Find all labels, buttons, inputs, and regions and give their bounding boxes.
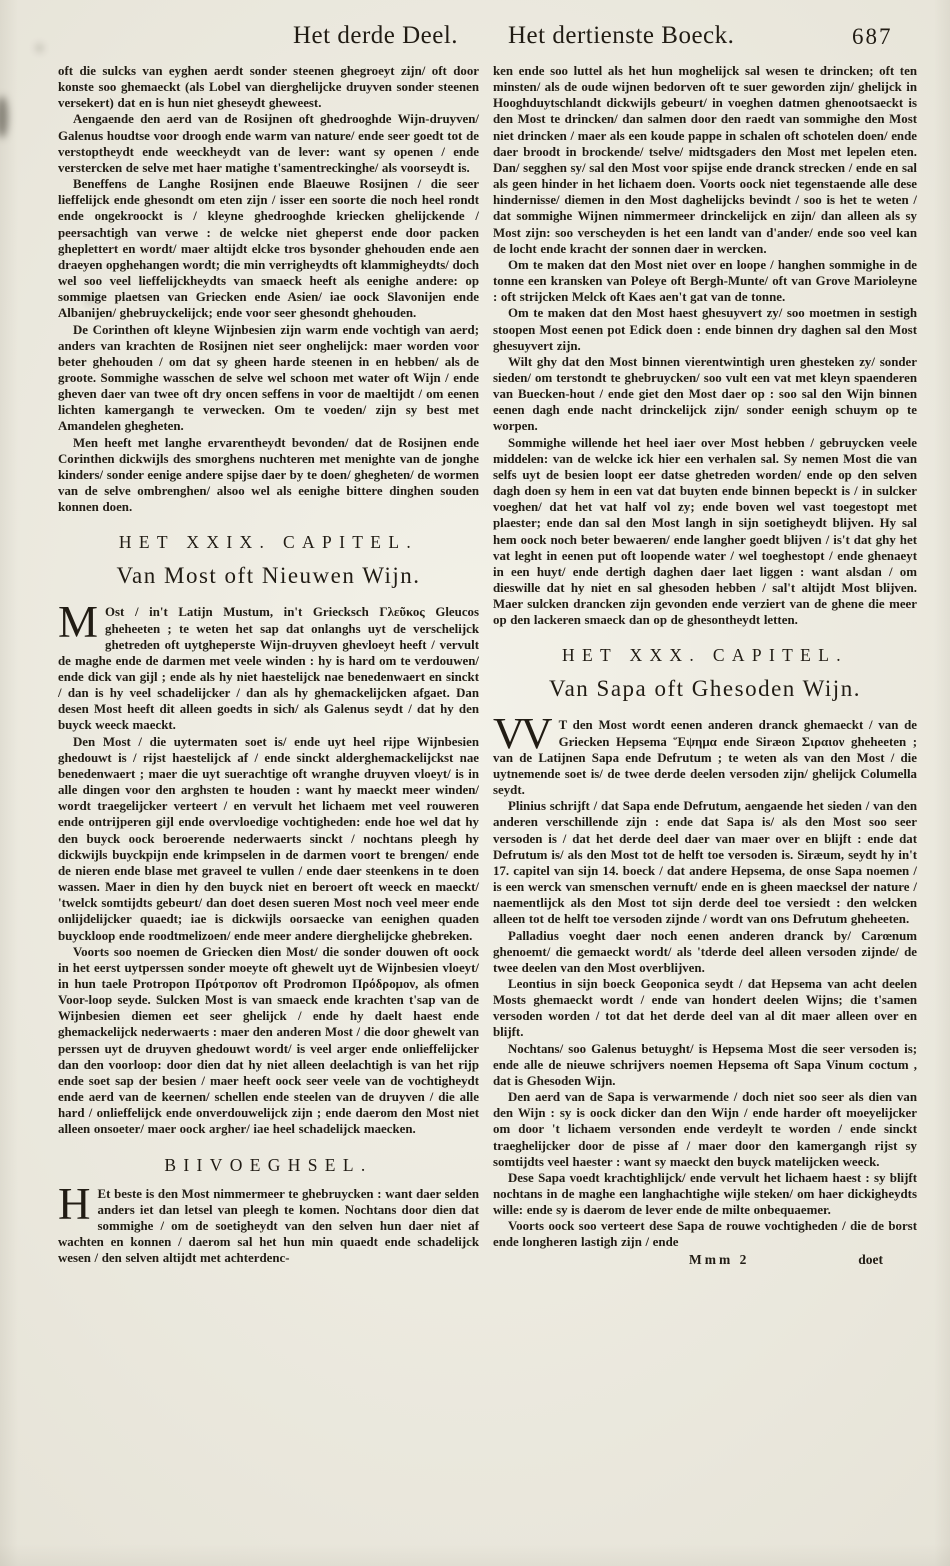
paragraph: Aengaende den aerd van de Rosijnen oft ghedrooghde Wijn-druyven/ Galenus houdtse voor droogh ende warm van nature/ ende seer goedt tot de verstoptheydt ende weeckheydt van de lever: want sy openen / ende verstercken de selve met haer matighe t'samentreckinghe/ als voorseydt is. bbox=[58, 112, 479, 175]
paragraph: De Corinthen oft kleyne Wijnbesien zijn warm ende vochtigh van aerd; anders van krachten de Rosijnen niet seer onghelijck: maer worden voor beter ghehouden / om dat sy gheen harde steenen in en hebben/ als de groote. Sommighe wasschen de selve wel schoon met water oft Wijn / ende gheven daer van twee oft dry oncen seffens in voor de maeltijdt / om eenen lichten kamergangh te verwecken. Om te voeden/ zijn sy best met Amandelen ghegheten. bbox=[58, 322, 479, 434]
chapter-heading-xxix: HET XXIX. CAPITEL. bbox=[118, 532, 419, 553]
paragraph: Nochtans/ soo Galenus betuyght/ is Hepsema Most die seer versoden is; ende alle de nieuwe schrijvers noemen Hepsema oft Sapa Vinum coctum , dat is Ghesoden Wijn. bbox=[493, 1041, 917, 1088]
paragraph: ken ende soo luttel als het hun moghelijck sal wesen te drincken; oft ten minsten/ als de oude wijnen bedorven oft te suer geworden zijn/ ghelijck in Hooghduytschlandt dickwijls gebeurt/ in voeghen datmen ghenootsaeckt is den Most te drincken/ dan salmen door den raedt van sommighe den Most niet drincken / maer als een koude pappe in schalen oft schotelen doen/ ende daer broodt in brockende/ tselve/ midtsgaders den Most met lepelen eten. Dan/ segghen sy/ sal den Most voor spijse ende dranck strecken / ende en sal als geen hinder in het lichaem doen. Voorts oock niet tegenstaende alle dese hindernisse/ diemen in den Most daghelijcks bevindt / soo is het te weten / dat sommighe Wijnen nimmermeer drinckelijck en zijn/ dan alleen als sy Most zijn: soo verscheyden is het een landt van d'ander/ ende soo veel kan de locht ende kracht der sonnen daer in wercken. bbox=[493, 64, 917, 256]
chapter-subheading-sapa: Van Sapa oft Ghesoden Wijn. bbox=[549, 676, 861, 702]
paragraph: Voorts oock soo verteert dese Sapa de rouwe vochtigheden / die de borst ende longheren lastigh zijn / ende bbox=[493, 1219, 917, 1250]
catchword: doet bbox=[858, 1251, 883, 1267]
paragraph: Voorts soo noemen de Griecken dien Most/ die sonder douwen oft oock in het eerst uytperssen sonder moeyte oft ghewelt uyt de Wijnbesien vloeyt/ in hun taele Protropon Πρότροπον oft Prodromon Πρόδρομον, als ofmen Voor-loop seyde. Sulcken Most is van smaeck ende krachten t'sap van de Wijnbesien diemen eet seer ghelijck / ende hy daelt haest ende ghemackelijck nederwaerts : maer den anderen Most / die door ghewelt van perssen uyt de druyven ghedouwt wordt/ is veel arger ende onlieffelijcker dan den voorloop: door dien dat hy niet alleen deelachtigh is van het rijp ende soet sap der besien / maer heeft oock seer veele van de vochtigheydt ende aerd van de keernen/ schellen ende steelen van de druyven / die alle hard / onlieffelijck ende onverdouwelijck zijn ; ende daerom den Most niet alleen onsoeter/ maer oock argher/ iae heel schadelijck maecken. bbox=[58, 944, 479, 1137]
page-footer bbox=[493, 1251, 917, 1269]
signature-mark: Mmm 2 bbox=[689, 1251, 750, 1267]
paragraph: oft die sulcks van eyghen aerdt sonder steenen ghegroeyt zijn/ oft door konste soo ghemaeckt (als Lobel van dierghelijcke druyven sonder steenen versekert) dat en is hun niet gheseydt gheweest. bbox=[58, 64, 479, 111]
drop-cap: M bbox=[58, 597, 99, 648]
paragraph-text: Ost / in't Latijn Mustum, in't Griecksch Γλεῦκος Gleucos gheheeten ; te weten het sap dat onlanghs uyt de verschelijck ghetreden oft uytgheperste Wijn-druyven ghevloeyt heeft / vervult de maghe ende de darmen met veele winden : hy is hard om te verdouwen/ ende dick van gijl ; ende als hy niet haestelijck nae benedenwaert en sinckt / dan is hy veel schadelijcker / dan als hy ghemackelijcken afgaet. Dan desen Most heeft dit alleen goedts in sich/ als Galenus seydt / dat hy den buyck weeck maeckt. bbox=[58, 605, 479, 733]
paragraph: Leontius in sijn boeck Geoponica seydt / dat Hepsema van acht deelen Mosts ghemaeckt wordt / ende van hondert deelen Wijns; die t'samen versoden worden / tot dat het derde deel van al dit maer alleen over en blijft. bbox=[493, 976, 917, 1040]
paragraph: Dese Sapa voedt krachtighlijck/ ende vervult het lichaem haest : sy blijft nochtans in de maghe een langhachtighe wijle steken/ om haer dickigheydts wille: ende sy is daerom de lever ende de milte onbequaemer. bbox=[493, 1170, 917, 1218]
paragraph bbox=[58, 1178, 479, 1267]
paragraph: Wilt ghy dat den Most binnen vierentwintigh uren ghesteken zy/ sonder sieden/ om terstondt te ghebruycken/ soo vult een vat met kleyn spaenderen van Buecken-hout / ende giet den Most daer op : soo sal den Wijn binnen eenen dagh ende nacht drinckelijck zijn/ sonder eenigh schuym op te worpen. bbox=[493, 354, 917, 434]
paragraph: Sommighe willende het heel iaer over Most hebben / gebruycken veele middelen: van de welcke ick hier een verhalen sal. Sy nemen Most die van selfs uyt de besien loopt eer datse ghetreden worden/ ende op den selven dagh doen sy hem in een vat dat buyten ende binnen bepeckt is / in sulcker voeghen/ dat het vat half vol zy; ende boven wel vast toegestopt met plaester; ende dan sal den Most langh in sijn soetigheydt blijven. Hy sal hem oock noch beter bewaeren/ ende langher goedt blijven / is't dat ghy het vat leght in eenen put oft loopende water / wel toeghestopt / ende ghenaeyt in een huyt/ ende dertigh daghen daer laet liggen : want alsdan / om dieswille dat hy niet en sal ghesoden hebben / sal't altijdt Most blijven. Maer sulcken drancken zijn gevonden ende verziert van de ghene die meer op den lackeren smaeck dan op de ghesontheydt letten. bbox=[493, 435, 917, 628]
chapter-subheading-most: Van Most oft Nieuwen Wijn. bbox=[116, 563, 421, 589]
paragraph: Den aerd van de Sapa is verwarmende / doch niet soo seer als dien van den Wijn : sy is oock dicker dan den Wijn / ende harder oft moeyelijcker om door 't lichaem versonden ende verdeylt te worden / ende sinckt traeghelijcker door de pisse af / maer door den kamergangh rijst sy somtijdts veel haester : want sy maeckt den buyck matelijcken weeck. bbox=[493, 1090, 917, 1169]
paragraph: Plinius schrijft / dat Sapa ende Defrutum, aengaende het sieden / van den anderen verschillende zijn : ende dat Sapa is/ als den Most soo seer versoden is / dat het derde deel daer van maer over en blijft : ende dat Defrutum is/ als den Most tot de helft toe versoden is. Siræum, seydt hy in't 17. capitel van sijn 14. boeck / dat andere Hepsema, de onse Sapa noemen / is een werck van smenschen vernuft/ ende en is gheen maecksel der nature / naementlijck als den Most tot sijn derde deel toe versiedt : den welcken alleen tot de helft toe versoden zijnde / wordt van ons Defrutum gheheeten. bbox=[493, 799, 917, 927]
paragraph bbox=[493, 709, 917, 798]
drop-cap: VV bbox=[493, 709, 549, 759]
paragraph-text: Et beste is den Most nimmermeer te ghebruycken : want daer selden anders iet dan letsel van pleegh te komen. Nochtans door dien dat sommighe / om de soetigheydt van den selven hun daer niet af wachten en konnen / daerom sal het hun min quaedt ende schadelijck wesen / den selven altijdt met achterdenc- bbox=[58, 1186, 479, 1266]
appendix-heading-biivoeghsel: BIIVOEGHSEL. bbox=[164, 1154, 373, 1175]
header-part-title: Het derde Deel. bbox=[293, 22, 459, 49]
paragraph: Beneffens de Langhe Rosijnen ende Blaeuwe Rosijnen / die seer lieffelijck ende ghesondt om eten zijn / isser een soorte die noch heel rondt ende ongekroockt is / kleyne ghedrooghde kriecken ghelijckende / peersachtigh van verwe : de welcke niet gheperst ende door packen gheplettert en wordt/ maer altijdt elcke tros bysonder ghehouden ende aen draeyen opghehangen wordt; die min verrigheydts oft klammigheydts/ doch wel soo veel lieffelijckheydts van smaeck heeft als eenighe andere: op sommige plaetsen van Griecken ende Asien/ iae oock Slavonijen ende Albanijen/ ghebruyckelijck; ende voor seer ghesondt ghehouden. bbox=[58, 177, 479, 321]
header-book-title: Het dertienste Boeck. bbox=[508, 22, 735, 49]
paragraph: Men heeft met langhe ervarentheydt bevonden/ dat de Rosijnen ende Corinthen dickwijls des smorghens nuchteren met menighte van de jonghe kinders/ sonder eenige andere spijse daer by te doen/ ghegheten/ de wormen van de selve ombrenghen/ alsoo wel als eenighe bittere dinghen souden konnen doen. bbox=[58, 435, 479, 515]
ink-smudge bbox=[0, 96, 8, 138]
page-number: 687 bbox=[852, 24, 893, 49]
paragraph bbox=[58, 597, 479, 733]
paragraph-text: T den Most wordt eenen anderen dranck ghemaeckt / van de Griecken Hepsema Ἕψημα ende Siræon Σιραιον gheheeten ; van de Latijnen Sapa ende Defrutum ; te weten als van den Most / die uytnemende soet is/ de twee derde deelen versoden zijn/ ghelijck Columella seydt. bbox=[493, 718, 917, 798]
paragraph: Om te maken dat den Most niet over en loope / hanghen sommighe in de tonne een kransken van Poleye oft Bergh-Munte/ oft van Grove Marioleyne : oft strijcken Melck oft Kaes aen't gat van de tonne. bbox=[493, 257, 917, 305]
running-header bbox=[0, 22, 950, 58]
chapter-heading-xxx: HET XXX. CAPITEL. bbox=[561, 645, 848, 666]
paragraph: Den Most / die uytermaten soet is/ ende uyt heel rijpe Wijnbesien ghedouwt is / rijst haestelijck af / ende sinckt alderghemackelijckst nae benedenwaert ; maer die uyt suerachtige oft wranghe druyven vloeyt/ is in alle dingen voor den arghsten te houden : want hy maeckt meer winden/ wordt traegelijcker verteert / en vervult het lichaem met veel rouweren ende ontrijperen gijl ende overvloedige vochtigheden: ende hoe wel dat hy den buyck oock beroerende nederwaerts sinckt / nochtans pleegh hy dickwijls buyckpijn ende krimpselen in de darmen voort te brengen/ ende de nieren ende blase met graveel te vullen / ende daer steenkens in te doen wassen. Maer in dien hy den buyck niet en beroert oft weeck en maeckt/ 'twelck somtijdts gebeurt/ dan doet desen sueren Most noch veel meer ende onlijdelijcker quaedt; iae is dickwijls oorsaecke van eenighen quaden buyckloop ende roodtmelizoen/ ende meer andere dierghelijcke ghebreken. bbox=[58, 734, 479, 943]
left-column bbox=[58, 63, 479, 1266]
right-column bbox=[493, 63, 917, 1269]
drop-cap: H bbox=[58, 1178, 91, 1229]
paragraph: Palladius voeght daer noch eenen anderen dranck by/ Carœnum ghenoemt/ die gemaeckt wordt/ als 'tderde deel alleen versoden zijnde/ de twee deelen van den Most overblijven. bbox=[493, 928, 917, 975]
paragraph: Om te maken dat den Most haest ghesuyvert zy/ soo moetmen in sestigh stoopen Most eenen pot Edick doen : ende binnen dry daghen sal den Most ghesuyvert zijn. bbox=[493, 306, 917, 353]
